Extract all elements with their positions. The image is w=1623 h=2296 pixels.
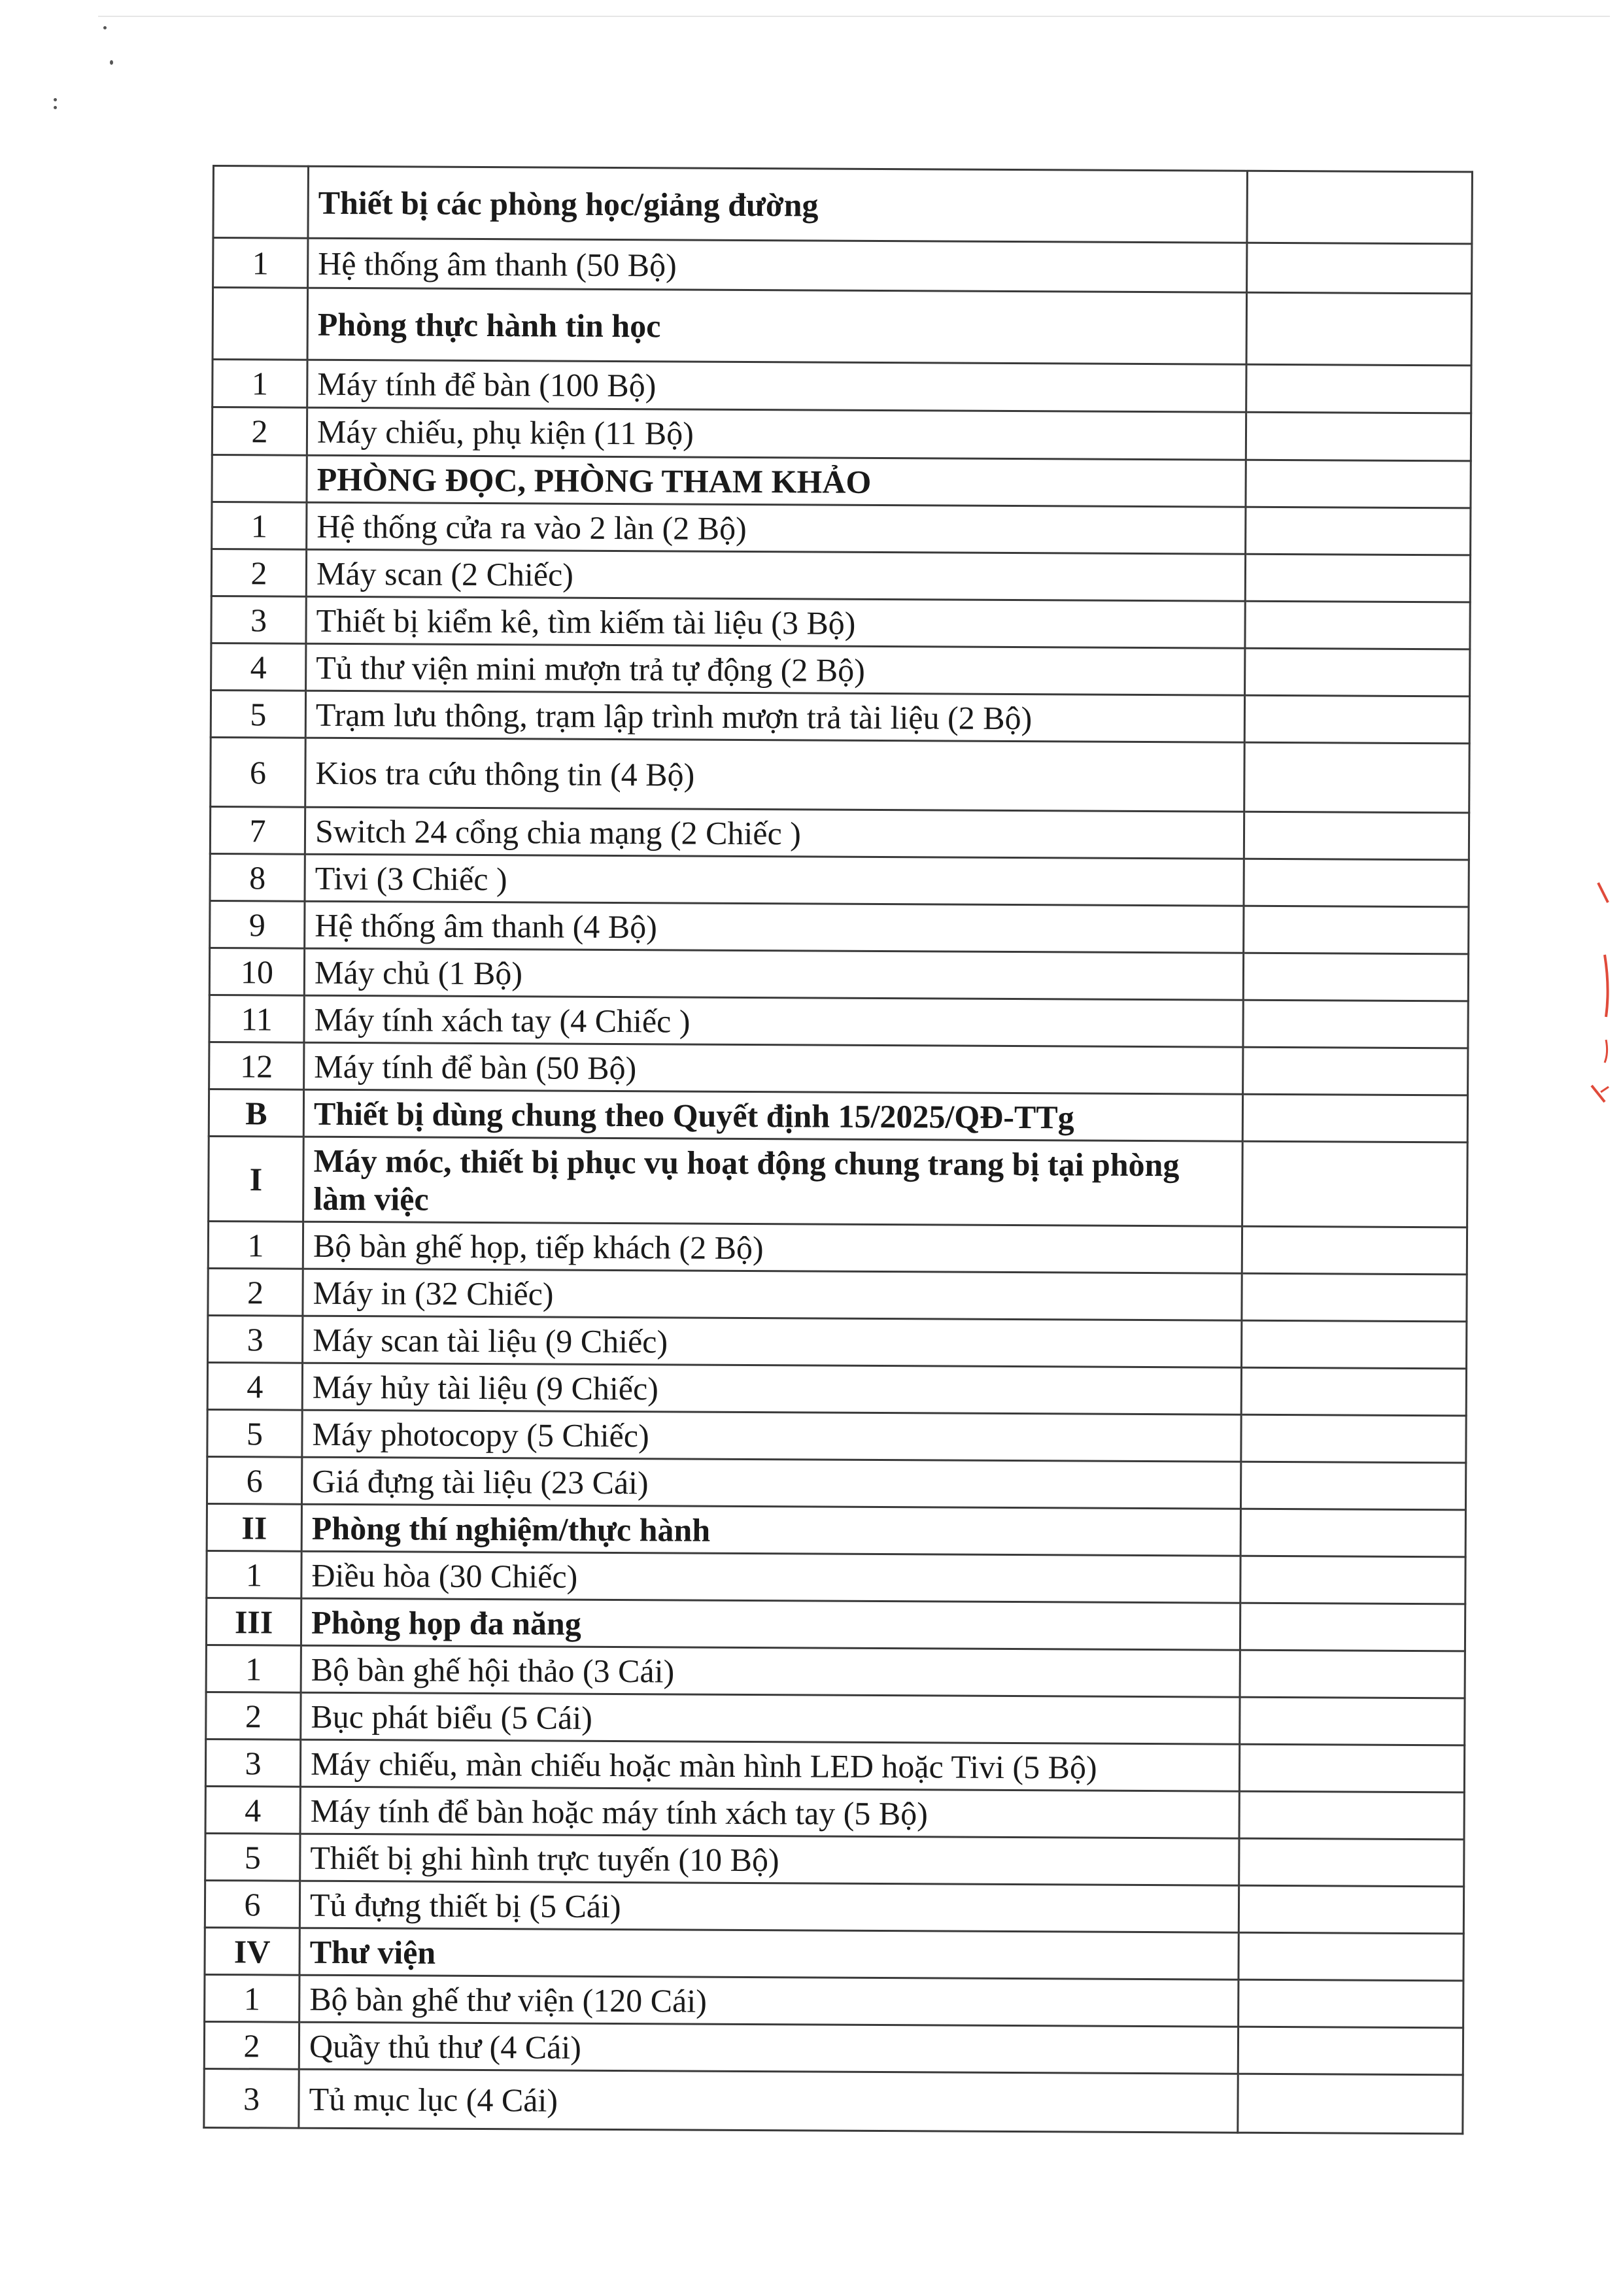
red-stamp-edge: [1572, 876, 1611, 1125]
row-empty-cell: [1242, 1320, 1467, 1369]
row-item: Bục phát biểu (5 Cái): [301, 1692, 1240, 1744]
row-empty-cell: [1245, 601, 1470, 649]
row-item: Thư viện: [299, 1928, 1239, 1979]
table-row: [208, 1221, 1467, 1274]
table-row: [205, 1880, 1463, 1933]
row-empty-cell: [1242, 1141, 1468, 1227]
row-item: Hệ thống cửa ra vào 2 làn (2 Bộ): [307, 502, 1246, 554]
row-number: 11: [209, 995, 304, 1042]
row-number: I: [209, 1136, 304, 1222]
row-item: Máy photocopy (5 Chiếc): [302, 1410, 1241, 1462]
table-row: [211, 596, 1470, 649]
row-item: Máy hủy tài liệu (9 Chiếc): [302, 1363, 1241, 1414]
row-item: Kios tra cứu thông tin (4 Bộ): [305, 738, 1245, 812]
row-number: II: [207, 1503, 301, 1551]
scan-speck: [110, 60, 113, 65]
table-row: [208, 1268, 1467, 1321]
row-empty-cell: [1239, 1885, 1463, 1934]
row-item: Thiết bị các phòng học/giảng đường: [308, 166, 1248, 243]
row-empty-cell: [1247, 243, 1472, 294]
row-number: 7: [210, 806, 305, 854]
table-row: [204, 2021, 1463, 2074]
table-row: [205, 1739, 1464, 1792]
row-empty-cell: [1240, 1509, 1465, 1557]
row-empty-cell: [1239, 1932, 1463, 1981]
row-item: Hệ thống âm thanh (50 Bộ): [308, 238, 1247, 292]
table-row: [206, 1598, 1465, 1651]
row-empty-cell: [1246, 507, 1471, 555]
row-number: 10: [209, 948, 304, 995]
table-row: [210, 806, 1469, 859]
row-number: 1: [208, 1221, 303, 1269]
row-empty-cell: [1240, 1603, 1465, 1651]
row-item: Phòng thí nghiệm/thực hành: [301, 1504, 1240, 1556]
row-number: 2: [212, 407, 307, 456]
row-item: Máy tính để bàn (50 Bộ): [304, 1042, 1243, 1094]
table-row: [209, 1089, 1467, 1142]
row-item: Tủ thư viện mini mượn trả tự động (2 Bộ): [306, 643, 1245, 695]
row-empty-cell: [1238, 2027, 1463, 2075]
row-number: 3: [208, 1315, 303, 1363]
table-row: [207, 1456, 1465, 1509]
row-number: 1: [212, 502, 307, 550]
row-empty-cell: [1244, 742, 1470, 813]
row-item: Bộ bàn ghế hội thảo (3 Cái): [301, 1645, 1240, 1697]
page-edge-line: [98, 16, 1610, 17]
table-row: [207, 1409, 1466, 1462]
table-row: [213, 288, 1472, 366]
row-empty-cell: [1244, 859, 1469, 907]
row-empty-cell: [1238, 2074, 1463, 2134]
row-empty-cell: [1242, 1094, 1467, 1142]
row-item: Tivi (3 Chiếc ): [305, 854, 1244, 906]
row-item: Tủ mục lục (4 Cái): [299, 2069, 1238, 2133]
row-empty-cell: [1246, 292, 1472, 366]
row-item: Máy scan (2 Chiếc): [306, 549, 1245, 601]
table-row: [208, 1315, 1467, 1368]
row-empty-cell: [1245, 648, 1470, 696]
table-row: [204, 2068, 1463, 2133]
row-number: [212, 455, 307, 503]
row-number: 1: [213, 238, 308, 288]
row-number: 1: [206, 1645, 301, 1692]
row-empty-cell: [1243, 1047, 1468, 1095]
table-row: [207, 1503, 1465, 1556]
row-empty-cell: [1243, 953, 1468, 1001]
table-row: [209, 1136, 1468, 1227]
row-item: Máy chiếu, phụ kiện (11 Bộ): [307, 407, 1246, 460]
scan-speck: [54, 98, 57, 101]
row-empty-cell: [1247, 171, 1473, 244]
row-empty-cell: [1246, 460, 1471, 508]
row-item: Máy chủ (1 Bộ): [304, 948, 1243, 1000]
row-item: Trạm lưu thông, trạm lập trình mượn trả tài liệu (2 Bộ): [305, 691, 1244, 742]
table-row: [205, 1833, 1464, 1886]
row-empty-cell: [1244, 812, 1469, 860]
row-item: Thiết bị dùng chung theo Quyết định 15/2025/QĐ-TTg: [303, 1089, 1242, 1141]
row-number: 5: [205, 1833, 300, 1881]
row-empty-cell: [1239, 1979, 1463, 2028]
row-empty-cell: [1240, 1462, 1465, 1510]
row-item: Hệ thống âm thanh (4 Bộ): [305, 901, 1244, 953]
scan-speck: [103, 26, 107, 29]
row-empty-cell: [1241, 1367, 1466, 1416]
table-row: [206, 1692, 1465, 1745]
row-empty-cell: [1239, 1791, 1464, 1840]
table-row: [213, 166, 1473, 244]
table-row: [210, 900, 1469, 953]
row-item: Thiết bị ghi hình trực tuyến (10 Bộ): [300, 1834, 1239, 1885]
equipment-table: [203, 165, 1473, 2134]
row-number: 5: [207, 1409, 302, 1457]
table-row: [207, 1362, 1466, 1415]
row-number: [213, 288, 308, 360]
row-empty-cell: [1244, 695, 1469, 744]
table-row: [209, 995, 1468, 1048]
row-empty-cell: [1240, 1697, 1465, 1745]
row-number: 3: [204, 2068, 299, 2128]
row-empty-cell: [1239, 1838, 1464, 1887]
table-row: [211, 690, 1469, 743]
row-number: 6: [211, 737, 306, 807]
table-row: [210, 853, 1469, 906]
table-row: [211, 549, 1470, 602]
table-row: [212, 455, 1471, 508]
row-item: Máy chiếu, màn chiếu hoặc màn hình LED hoặc Tivi (5 Bộ): [300, 1739, 1239, 1791]
row-number: IV: [205, 1927, 299, 1975]
row-number: 6: [205, 1880, 299, 1928]
row-number: 3: [205, 1739, 300, 1787]
row-number: 1: [213, 360, 307, 408]
row-item: Máy tính để bàn hoặc máy tính xách tay (5 Bộ): [300, 1787, 1239, 1838]
row-item: Máy scan tài liệu (9 Chiếc): [303, 1316, 1242, 1367]
row-number: 4: [211, 643, 306, 691]
row-number: 4: [205, 1786, 300, 1834]
row-item: Thiết bị kiểm kê, tìm kiếm tài liệu (3 Bộ): [306, 596, 1245, 648]
row-item: Phòng thực hành tin học: [307, 288, 1247, 364]
scan-speck: [54, 106, 57, 109]
table-row: [209, 948, 1468, 1001]
row-number: 2: [204, 2021, 299, 2069]
row-item: Bộ bàn ghế họp, tiếp khách (2 Bộ): [303, 1222, 1242, 1273]
row-number: 2: [206, 1692, 301, 1739]
table-row: [211, 643, 1470, 696]
row-item: Máy tính để bàn (100 Bộ): [307, 360, 1246, 412]
row-empty-cell: [1246, 412, 1471, 461]
row-number: 6: [207, 1456, 301, 1504]
row-empty-cell: [1242, 1226, 1467, 1275]
equipment-table-body: [204, 166, 1473, 2134]
table-row: [206, 1645, 1465, 1698]
table-row: [212, 407, 1471, 461]
row-number: 12: [209, 1042, 304, 1089]
row-number: 2: [211, 549, 306, 597]
row-item: Máy móc, thiết bị phục vụ hoạt động chung trang bị tại phòng làm việc: [303, 1137, 1243, 1226]
row-number: B: [209, 1089, 303, 1137]
row-empty-cell: [1244, 906, 1469, 954]
row-empty-cell: [1242, 1273, 1467, 1322]
row-empty-cell: [1240, 1650, 1465, 1698]
row-number: 5: [211, 690, 305, 738]
row-number: 2: [208, 1268, 303, 1316]
row-empty-cell: [1239, 1744, 1464, 1792]
table-row: [205, 1974, 1463, 2027]
row-item: Điều hòa (30 Chiếc): [301, 1551, 1240, 1603]
row-item: Tủ đựng thiết bị (5 Cái): [299, 1881, 1239, 1932]
table-row: [205, 1786, 1464, 1839]
row-empty-cell: [1241, 1414, 1466, 1463]
row-number: 9: [210, 900, 305, 948]
row-number: III: [206, 1598, 301, 1645]
table-row: [209, 1042, 1468, 1095]
row-empty-cell: [1245, 554, 1470, 602]
row-number: 8: [210, 853, 305, 901]
row-number: 3: [211, 596, 306, 643]
row-item: Quầy thủ thư (4 Cái): [299, 2022, 1238, 2074]
row-number: [213, 166, 309, 239]
table-row: [212, 502, 1471, 555]
row-empty-cell: [1240, 1556, 1465, 1604]
row-number: 1: [205, 1974, 299, 2022]
row-item: Giá đựng tài liệu (23 Cái): [301, 1457, 1240, 1509]
row-item: Máy in (32 Chiếc): [303, 1269, 1242, 1320]
row-number: 4: [207, 1362, 302, 1410]
table-row: [213, 360, 1471, 413]
row-item: Phòng họp đa năng: [301, 1598, 1240, 1650]
row-item: Máy tính xách tay (4 Chiếc ): [304, 995, 1243, 1047]
table-row: [211, 737, 1469, 812]
row-item: Switch 24 cổng chia mạng (2 Chiếc ): [305, 807, 1244, 859]
row-empty-cell: [1246, 364, 1471, 413]
table-row: [213, 238, 1472, 294]
table-row: [205, 1927, 1463, 1980]
table-row: [207, 1551, 1465, 1603]
row-number: 1: [207, 1551, 301, 1598]
row-item: Bộ bàn ghế thư viện (120 Cái): [299, 1975, 1239, 2027]
row-empty-cell: [1243, 1000, 1468, 1048]
row-item: PHÒNG ĐỌC, PHÒNG THAM KHẢO: [307, 455, 1246, 507]
